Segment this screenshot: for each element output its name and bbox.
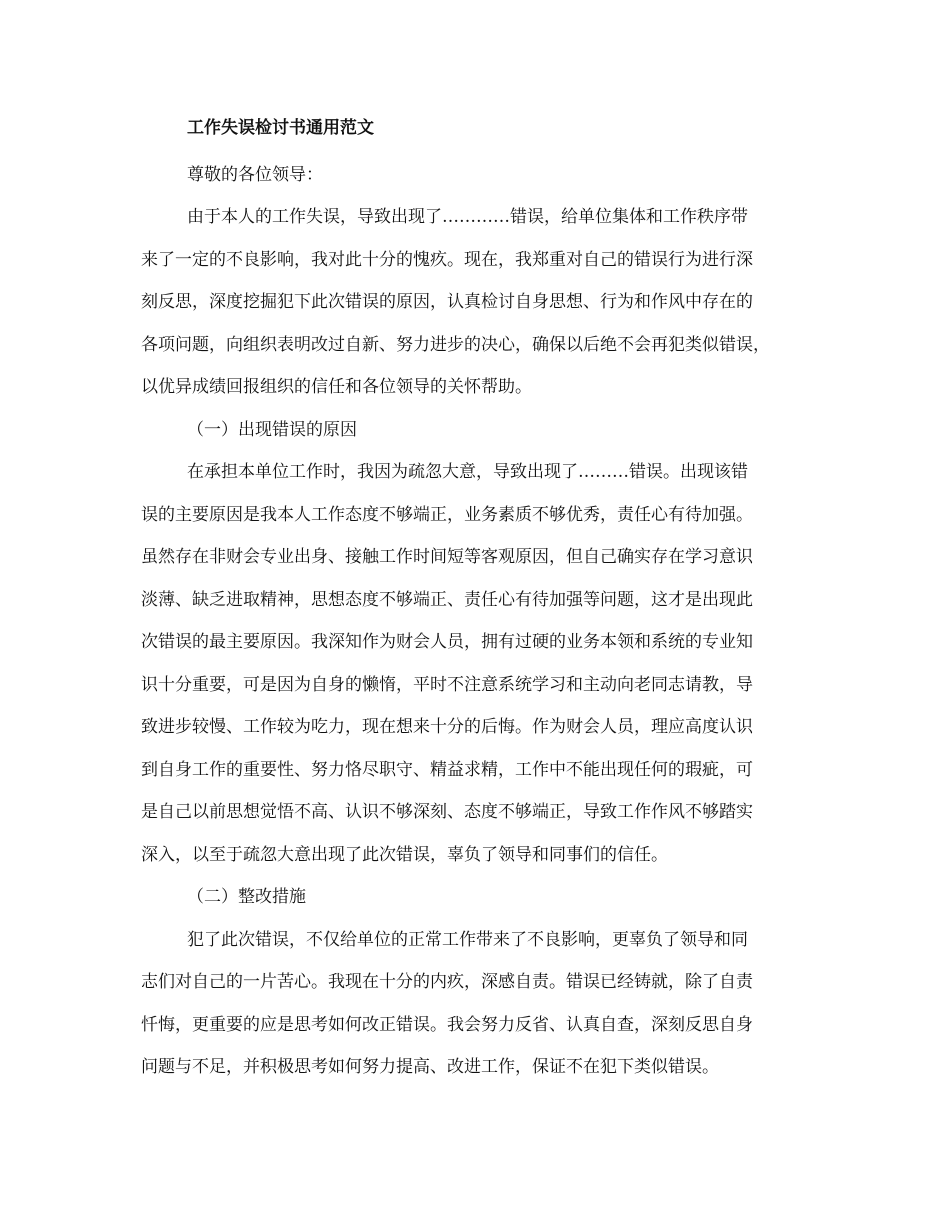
paragraph-line: 虽然存在非财会专业出身、接触工作时间短等客观原因，但自己确实存在学习意识 <box>141 547 753 567</box>
paragraph-line: 忏悔，更重要的应是思考如何改正错误。我会努力反省、认真自查，深刻反思自身 <box>141 1014 753 1035</box>
paragraph-line: 由于本人的工作失误，导致出现了…………错误，给单位集体和工作秩序带 <box>187 207 748 227</box>
paragraph-line: 问题与不足，并积极思考如何努力提高、改进工作，保证不在犯下类似错误。 <box>141 1057 719 1077</box>
paragraph-line: 刻反思，深度挖掘犯下此次错误的原因，认真检讨自身思想、行为和作风中存在的 <box>141 292 753 312</box>
salutation: 尊敬的各位领导： <box>187 165 323 185</box>
paragraph-line: 次错误的最主要原因。我深知作为财会人员，拥有过硬的业务本领和系统的专业知 <box>141 632 753 652</box>
paragraph-line: 在承担本单位工作时，我因为疏忽大意，导致出现了………错误。出现该错 <box>187 462 748 482</box>
document-title: 工作失误检讨书通用范文 <box>187 118 374 138</box>
causes-paragraph <box>141 451 821 876</box>
section-heading-causes: （一）出现错误的原因 <box>187 419 357 440</box>
section-heading-measures: （二）整改措施 <box>187 887 306 907</box>
paragraph-line: 是自己以前思想觉悟不高、认识不够深刻、态度不够端正，导致工作作风不够踏实 <box>141 802 753 822</box>
paragraph-line: 致进步较慢、工作较为吃力，现在想来十分的后悔。作为财会人员，理应高度认识 <box>141 717 753 737</box>
paragraph-line: 各项问题，向组织表明改过自新、努力进步的决心，确保以后绝不会再犯类似错误， <box>141 334 770 355</box>
document-body <box>141 112 821 1089</box>
paragraph-line: 到自身工作的重要性、努力恪尽职守、精益求精，工作中不能出现任何的瑕疵，可 <box>141 759 753 780</box>
paragraph-line: 淡薄、缺乏进取精神，思想态度不够端正、责任心有待加强等问题，这才是出现此 <box>141 589 753 610</box>
intro-paragraph <box>141 196 821 409</box>
paragraph-line: 志们对自己的一片苦心。我现在十分的内疚，深感自责。错误已经铸就，除了自责 <box>141 972 753 992</box>
paragraph-line: 误的主要原因是我本人工作态度不够端正，业务素质不够优秀，责任心有待加强。 <box>141 504 753 525</box>
paragraph-line: 以优异成绩回报组织的信任和各位领导的关怀帮助。 <box>141 377 532 397</box>
paragraph-line: 深入，以至于疏忽大意出现了此次错误，辜负了领导和同事们的信任。 <box>141 844 668 865</box>
paragraph-line: 识十分重要，可是因为自身的懒惰，平时不注意系统学习和主动向老同志请教，导 <box>141 674 753 695</box>
paragraph-line: 犯了此次错误，不仅给单位的正常工作带来了不良影响，更辜负了领导和同 <box>187 929 748 950</box>
measures-paragraph <box>141 919 821 1089</box>
paragraph-line: 来了一定的不良影响，我对此十分的愧疚。现在，我郑重对自己的错误行为进行深 <box>141 249 753 270</box>
